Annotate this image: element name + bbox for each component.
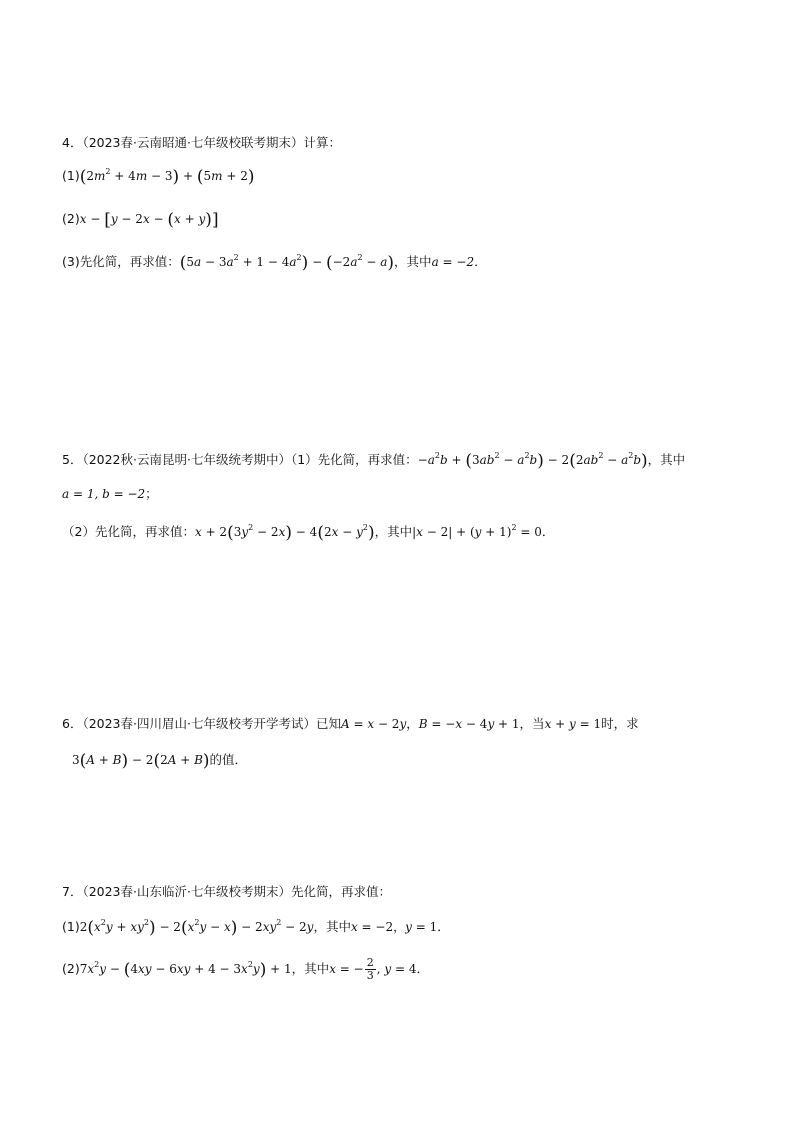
expression-a: A = x − 2y — [340, 717, 407, 731]
part-text: 先化简，再求值： — [79, 254, 180, 269]
fraction: $\frac{2}{3}$ — [366, 956, 374, 982]
condition-values: x = − $\frac{2}{3}$ , y = 4 — [329, 956, 417, 982]
condition-text: ，其中 — [647, 452, 686, 467]
question-4-part-2 — [62, 209, 219, 230]
question-number: 7． — [62, 884, 83, 899]
condition-text: ，其中 — [374, 524, 413, 539]
question-number: 5． — [62, 452, 83, 467]
question-5-part-2 — [62, 522, 554, 543]
expression: x − [y − 2x − (x + y)] — [79, 210, 219, 230]
question-6-line-2 — [72, 750, 247, 771]
part-label: (3) — [62, 254, 80, 269]
expression: $-a^2b + (3ab^2 - a^2b) - 2(2ab^2 - a^2b)$ — [417, 451, 648, 471]
expression: $x + 2(3y^2 - 2x) - 4(2x - y^2)$ — [194, 523, 375, 543]
end-mark: ． — [541, 524, 555, 539]
question-source: （2023春·山东临沂·七年级校考期末） — [82, 884, 291, 899]
part-label: (1) — [62, 168, 80, 183]
question-source: （2023春·云南昭通·七年级校联考期末） — [82, 135, 304, 150]
question-text: 时，求 — [601, 716, 639, 731]
separator: ， — [406, 716, 419, 731]
part-text: 先化简，再求值： — [317, 452, 418, 467]
condition-values: x = −2，y = 1 — [350, 920, 438, 934]
question-4-header — [62, 133, 341, 153]
part-label: (2) — [62, 961, 80, 976]
condition-text: ，其中 — [394, 254, 432, 269]
expression-b: B = −x − 4y + 1 — [418, 717, 520, 731]
end-mark: ． — [416, 961, 429, 976]
condition-value: a = 1, b = −2 — [62, 487, 146, 501]
condition-text: ，其中 — [291, 961, 330, 976]
condition-expression: x + y = 1 — [544, 717, 602, 731]
question-text: ，当 — [519, 716, 545, 731]
expression: 3(A + B) − 2(2A + B) — [72, 751, 210, 771]
part-label: （2） — [62, 524, 95, 539]
question-source: （2023春·四川眉山·七年级校考开学考试） — [82, 716, 316, 731]
question-number: 6． — [62, 716, 83, 731]
question-4-part-3 — [62, 252, 487, 273]
question-source: （2022秋·云南昆明·七年级统考期中） — [82, 452, 291, 467]
question-instruction: 计算： — [303, 135, 341, 150]
question-text: 已知 — [315, 716, 341, 731]
expression: $(5a - 3a^2 + 1 - 4a^2) - (-2a^2 - a)$ — [179, 253, 395, 273]
question-7-header — [62, 882, 391, 902]
part-label: (2) — [62, 211, 80, 226]
end-mark: ； — [145, 486, 158, 501]
part-label: (1) — [62, 919, 80, 934]
question-instruction: 先化简，再求值： — [290, 884, 391, 899]
expression: $(2m^2 + 4m - 3) + (5m + 2)$ — [79, 167, 255, 187]
question-5-part-1-values — [62, 484, 158, 504]
expression: $7x^2y - (4xy - 6xy + 4 - 3x^2y) + 1$ — [79, 960, 292, 980]
condition-text: ，其中 — [313, 919, 351, 934]
condition-expression: $|x - 2| + (y + 1)^2 = 0$ — [412, 523, 542, 539]
question-5-header — [62, 450, 685, 471]
question-7-part-2 — [62, 957, 429, 982]
expression: $2(x^2y + xy^2) - 2(x^2y - x) - 2xy^2 - 2y$ — [79, 918, 314, 938]
question-4-part-1 — [62, 166, 255, 187]
question-6-line-1 — [62, 714, 639, 734]
condition-value: a = −2 — [431, 255, 475, 269]
question-text: 的值． — [209, 752, 248, 767]
end-mark: ． — [437, 919, 450, 934]
part-text: 先化简，再求值： — [94, 524, 195, 539]
part-label: （1） — [290, 452, 318, 467]
question-7-part-1 — [62, 917, 450, 938]
question-number: 4． — [62, 135, 83, 150]
end-mark: ． — [474, 254, 487, 269]
